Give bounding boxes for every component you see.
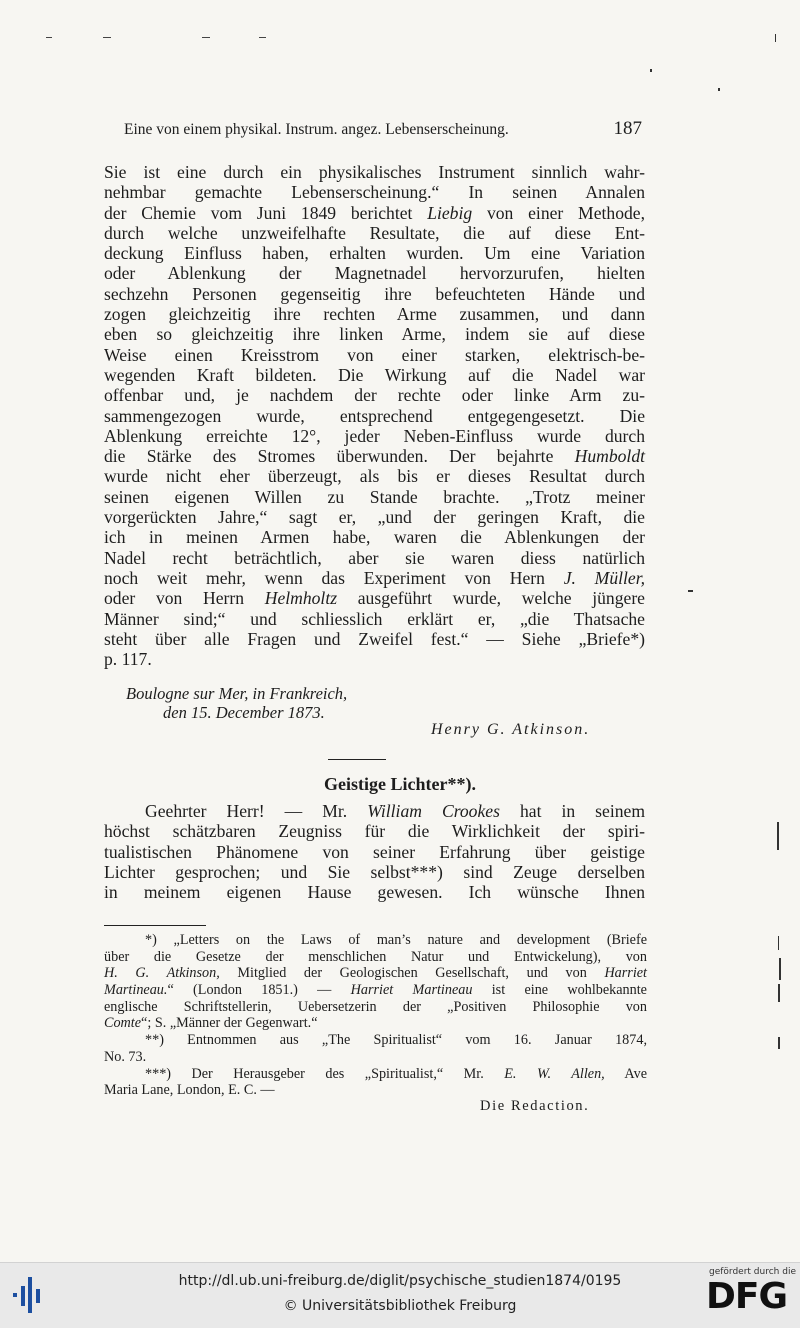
section-title: Geistige Lichter**). (324, 774, 476, 794)
text-line: noch weit mehr, wenn das Experiment von Hern J. Müller, (104, 567, 645, 588)
section-paragraph (104, 801, 645, 902)
author-signature: Henry G. Atkinson. (431, 721, 591, 738)
text-line: zogen gleichzeitig ihre rechten Arme zusammen, und dann (104, 304, 645, 325)
text-line: ich in meinen Armen habe, waren die Ablenkungen der (104, 527, 645, 548)
text-line: sammengezogen wurde, entsprechend entgegengesetzt. Die (104, 405, 645, 426)
scan-artifact (778, 936, 779, 950)
text-line: wurde nicht eher überzeugt, als bis er dieses Resultat durch (104, 466, 645, 487)
text-line: Comte“; S. „Männer der Gegenwart.“ (104, 1015, 318, 1032)
section-divider (328, 759, 386, 760)
place-line: Boulogne sur Mer, in Frankreich, (126, 684, 348, 703)
text-line: eben so gleichzeitig ihre linken Arme, indem sie auf diese (104, 324, 645, 345)
scan-artifact (779, 958, 781, 980)
text-line: durch welche unzweifelhafte Resultate, die auf diese Ent- (104, 222, 645, 243)
scan-artifact (688, 590, 693, 592)
scan-artifact (259, 37, 266, 38)
text-line: Maria Lane, London, E. C. — (104, 1082, 275, 1099)
text-line: p. 117. (104, 649, 152, 670)
text-line: sechzehn Personen gegenseitig ihre befeuchteten Hände und (104, 283, 645, 304)
text-line: vorgerückten Jahre,“ sagt er, „und der geringen Kraft, die (104, 507, 645, 528)
scan-artifact (650, 69, 652, 72)
footnote-rule (104, 925, 206, 926)
date-line: den 15. December 1873. (163, 703, 325, 722)
scan-artifact (103, 37, 111, 38)
running-head-title: Eine von einem physikal. Instrum. angez. Lebenserscheinung. (124, 121, 509, 138)
text-line: offenbar und, je nachdem der rechte oder linke Arm zu- (104, 385, 645, 406)
copyright-notice: © Universitätsbibliothek Freiburg (283, 1298, 517, 1314)
dfg-logo: DFG (706, 1276, 788, 1317)
page-number: 187 (613, 118, 642, 139)
footnotes (104, 932, 647, 1099)
text-line: über die Gesetze der menschlichen Natur und Entwickelung), von (104, 948, 647, 965)
scan-artifact (718, 88, 720, 91)
text-line: H. G. Atkinson, Mitglied der Geologischen Gesellschaft, und von Harriet (104, 965, 647, 982)
scan-artifact (202, 37, 210, 38)
text-line: Ablenkung erreichte 12°, jeder Neben-Einfluss wurde durch (104, 425, 645, 446)
scan-artifact (778, 984, 780, 1002)
text-line: tualistischen Phänomene von seiner Erfahrung über geistige (104, 841, 645, 862)
text-line: englische Schriftstellerin, Uebersetzerin der „Positiven Philosophie von (104, 998, 647, 1015)
text-line: Geehrter Herr! — Mr. William Crookes hat in seinem (145, 801, 646, 821)
scan-artifact (777, 822, 779, 850)
text-line: höchst schätzbaren Zeugniss für die Wirklichkeit der spiri- (104, 821, 645, 842)
text-line: seinen eigenen Willen zu Stande brachte. „Trotz meiner (104, 486, 645, 507)
text-line: deckung Einfluss haben, erhalten wurden. Um eine Variation (104, 243, 645, 264)
text-line: die Stärke des Stromes überwunden. Der bejahrte Humboldt (104, 446, 645, 467)
text-line: Martineau.“ (London 1851.) — Harriet Martineau ist eine wohlbekannte (104, 982, 647, 999)
text-line: Weise einen Kreisstrom von einer starken, elektrisch-be- (104, 344, 645, 365)
body-paragraph (104, 162, 645, 669)
text-line: oder von Herrn Helmholtz ausgeführt wurde, welche jüngere (104, 588, 645, 609)
text-line: in meinem eigenen Hause gewesen. Ich wünsche Ihnen (104, 882, 645, 903)
dfg-caption: gefördert durch die (709, 1267, 796, 1277)
text-line: Nadel recht beträchtlich, aber sie waren diess natürlich (104, 547, 645, 568)
text-line: Lichter gesprochen; und Sie selbst***) sind Zeuge derselben (104, 861, 645, 882)
scan-artifact (778, 1037, 780, 1049)
footnote-signature: Die Redaction. (480, 1098, 590, 1114)
scan-artifact (46, 37, 52, 38)
viewer-footer (0, 1262, 800, 1328)
text-line: *) „Letters on the Laws of man’s nature and development (Briefe (145, 932, 647, 948)
text-line: oder Ablenkung der Magnetnadel hervorzurufen, hielten (104, 263, 645, 284)
text-line: steht über alle Fragen und Zweifel fest.“ — Siehe „Briefe*) (104, 628, 645, 649)
text-line: No. 73. (104, 1048, 147, 1065)
text-line: **) Entnommen aus „The Spiritualist“ vom 16. Januar 1874, (145, 1032, 647, 1049)
text-line: der Chemie vom Juni 1849 berichtet Liebig von einer Methode, (104, 202, 645, 223)
scan-artifact (775, 34, 776, 42)
text-line: Männer sind;“ und schliesslich erklärt er, „die Thatsache (104, 608, 645, 629)
text-line: Sie ist eine durch ein physikalisches Instrument sinnlich wahr- (104, 162, 645, 182)
text-line: wegenden Kraft bildeten. Die Wirkung auf die Nadel war (104, 364, 645, 385)
permalink-link[interactable]: http://dl.ub.uni-freiburg.de/diglit/psychische_studien1874/0195 (178, 1273, 622, 1289)
text-line: nehmbar gemachte Lebenserscheinung.“ In seinen Annalen (104, 182, 645, 203)
text-line: ***) Der Herausgeber des „Spiritualist,“ Mr. E. W. Allen, Ave (145, 1065, 647, 1082)
